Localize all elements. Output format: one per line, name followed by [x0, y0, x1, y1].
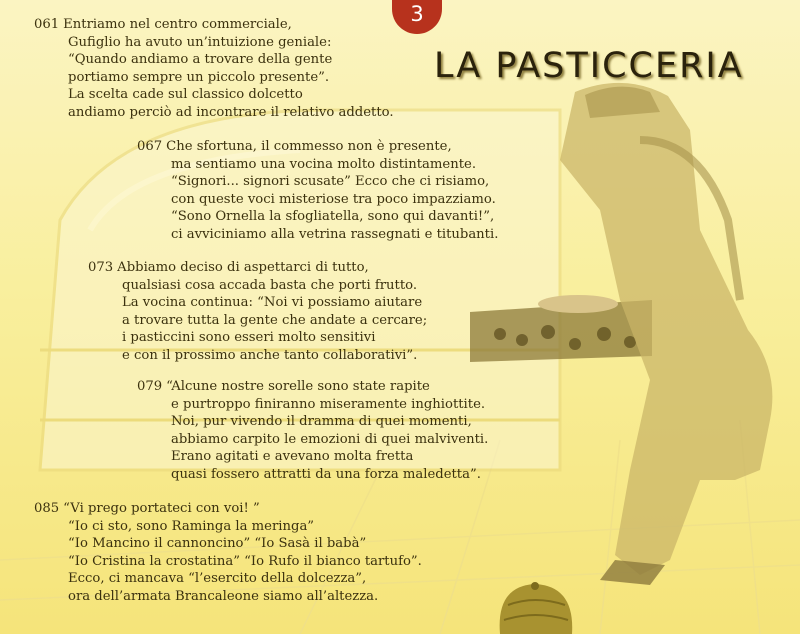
verse-line: ora dell’armata Brancaleone siamo all’altezza.: [68, 588, 379, 604]
verse-line: Gufiglio ha avuto un’intuizione geniale:: [68, 34, 332, 50]
verse-line: “Io ci sto, sono Raminga la meringa”: [68, 518, 315, 534]
verse-line: Che sfortuna, il commesso non è presente,: [166, 139, 452, 154]
verse-line: Erano agitati e avevano molta fretta: [171, 449, 414, 464]
stanza-number: 073: [88, 260, 114, 275]
page-number-badge: 3: [392, 0, 442, 34]
page-title: LA PASTICCERIA: [434, 46, 744, 86]
verse-line: andiamo perciò ad incontrare il relativo addetto.: [68, 104, 394, 120]
meringue-character: [500, 582, 573, 634]
verse-line: e con il prossimo anche tanto collaborativi”.: [122, 347, 418, 363]
stanza-number: 085: [34, 501, 60, 516]
verse-line: Abbiamo deciso di aspettarci di tutto,: [117, 260, 369, 275]
stanza-085: [34, 500, 422, 605]
verse-line: portiamo sempre un piccolo presente”.: [68, 69, 330, 85]
stanza-number: 079: [137, 379, 163, 394]
verse-line: con queste voci misteriose tra poco impazziamo.: [171, 191, 496, 207]
verse-line: “Alcune nostre sorelle sono state rapite: [166, 379, 430, 394]
verse-line: “Io Cristina la crostatina” “Io Rufo il bianco tartufo”.: [68, 553, 422, 569]
verse-line: qualsiasi cosa accada basta che porti frutto.: [122, 277, 418, 293]
verse-line: Ecco, ci mancava “l’esercito della dolcezza”,: [68, 571, 367, 586]
verse-line: ci avviciniamo alla vetrina rassegnati e titubanti.: [171, 226, 499, 242]
verse-line: “Quando andiamo a trovare della gente: [68, 52, 333, 67]
verse-line: La vocina continua: “Noi vi possiamo aiutare: [122, 295, 423, 310]
stanza-079: [137, 378, 488, 483]
verse-line: “Sono Ornella la sfogliatella, sono qui davanti!”,: [171, 209, 495, 224]
verse-line: a trovare tutta la gente che andate a cercare;: [122, 312, 428, 328]
verse-line: i pasticcini sono esseri molto sensitivi: [122, 330, 376, 345]
verse-line: abbiamo carpito le emozioni di quei malviventi.: [171, 431, 489, 447]
verse-line: quasi fossero attratti da una forza maledetta”.: [171, 466, 481, 482]
verse-line: “Signori... signori scusate” Ecco che ci risiamo,: [171, 174, 490, 189]
verse-line: ma sentiamo una vocina molto distintamente.: [171, 156, 477, 172]
stanza-number: 061: [34, 17, 60, 32]
verse-line: La scelta cade sul classico dolcetto: [68, 87, 303, 102]
stanza-067: [137, 138, 498, 243]
verse-line: “Vi prego portateci con voi! ”: [63, 501, 260, 516]
verse-line: Entriamo nel centro commerciale,: [63, 17, 292, 32]
verse-line: e purtroppo finiranno miseramente inghiottite.: [171, 396, 486, 412]
stanza-073: [88, 259, 427, 364]
stanza-number: 067: [137, 139, 163, 154]
stanza-061: [34, 16, 394, 121]
verse-line: Noi, pur vivendo il dramma di quei momenti,: [171, 414, 472, 429]
verse-line: “Io Mancino il cannoncino” “Io Sasà il babà”: [68, 536, 367, 551]
